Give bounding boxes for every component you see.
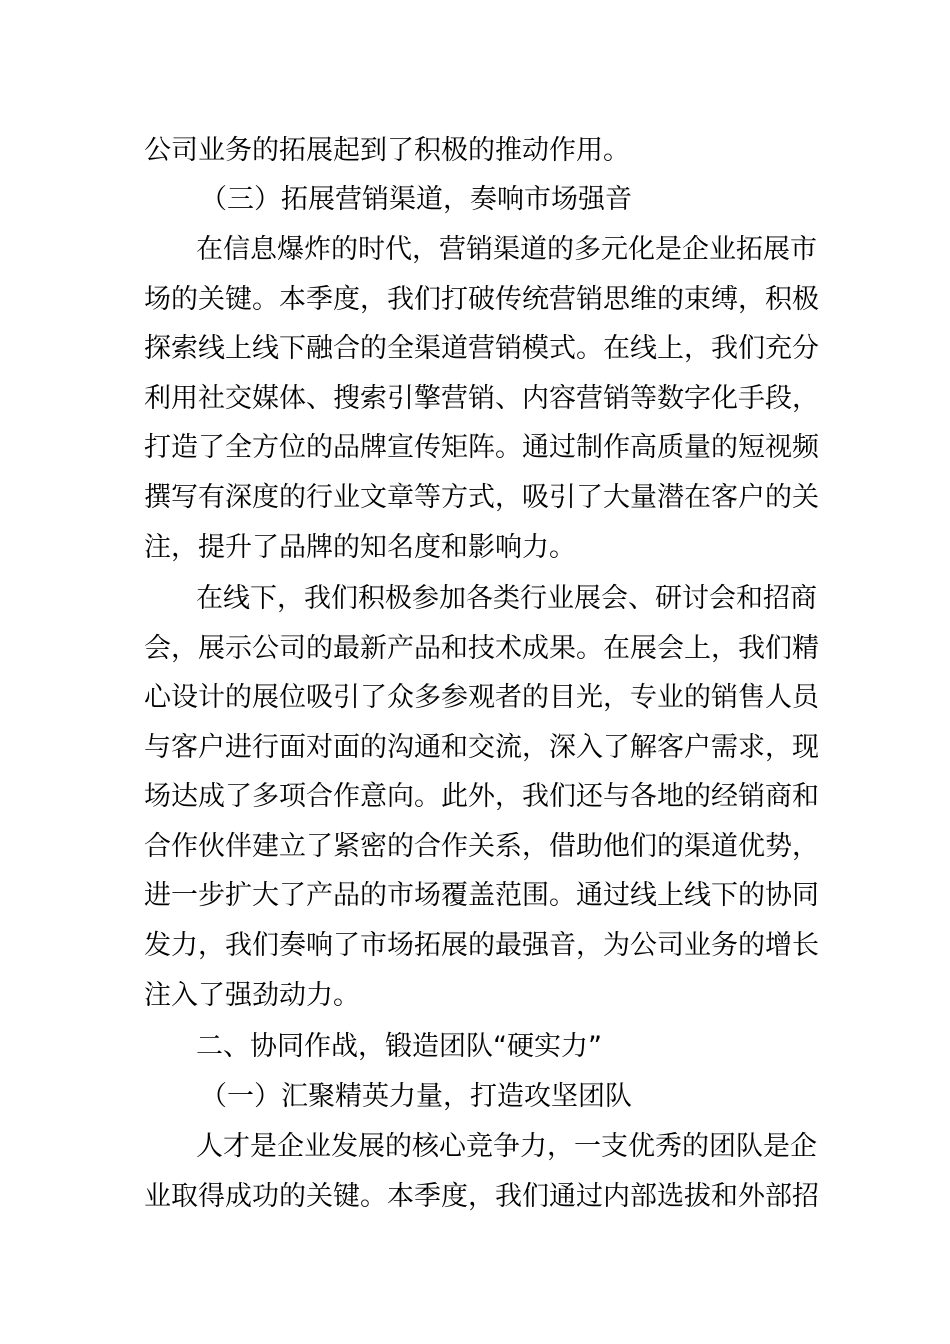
paragraph-line: 与客户进行面对面的沟通和交流，深入了解客户需求，现 (144, 732, 819, 763)
paragraph-line: 注，提升了品牌的知名度和影响力。 (144, 532, 576, 563)
paragraph-line: 业取得成功的关键。本季度，我们通过内部选拔和外部招 (144, 1181, 819, 1212)
paragraph-line: 合作伙伴建立了紧密的合作关系，借助他们的渠道优势， (144, 831, 819, 862)
paragraph-line: 会，展示公司的最新产品和技术成果。在展会上，我们精 (144, 633, 819, 664)
section-heading-1: （一）汇聚精英力量，打造攻坚团队 (200, 1081, 632, 1112)
paragraph-line: 在信息爆炸的时代，营销渠道的多元化是企业拓展市 (196, 234, 817, 265)
paragraph-line: 心设计的展位吸引了众多参观者的目光，专业的销售人员 (144, 682, 819, 713)
paragraph-line: 人才是企业发展的核心竞争力，一支优秀的团队是企 (196, 1131, 817, 1162)
paragraph-line: 发力，我们奏响了市场拓展的最强音，为公司业务的增长 (144, 930, 819, 961)
paragraph-line: 公司业务的拓展起到了积极的推动作用。 (144, 135, 630, 166)
paragraph-line: 撰写有深度的行业文章等方式，吸引了大量潜在客户的关 (144, 482, 819, 513)
paragraph-line: 注入了强劲动力。 (144, 980, 360, 1011)
paragraph-line: 场达成了多项合作意向。此外，我们还与各地的经销商和 (144, 781, 819, 812)
paragraph-line: 场的关键。本季度，我们打破传统营销思维的束缚，积极 (144, 284, 819, 315)
section-heading-3: （三）拓展营销渠道，奏响市场强音 (200, 184, 632, 215)
paragraph-line: 利用社交媒体、搜索引擎营销、内容营销等数字化手段， (144, 383, 819, 414)
section-heading-2: 二、协同作战，锻造团队“硬实力” (196, 1031, 602, 1062)
paragraph-line: 进一步扩大了产品的市场覆盖范围。通过线上线下的协同 (144, 880, 819, 911)
paragraph-line: 在线下，我们积极参加各类行业展会、研讨会和招商 (196, 583, 817, 614)
paragraph-line: 打造了全方位的品牌宣传矩阵。通过制作高质量的短视频 (144, 432, 819, 463)
paragraph-line: 探索线上线下融合的全渠道营销模式。在线上，我们充分 (144, 333, 819, 364)
